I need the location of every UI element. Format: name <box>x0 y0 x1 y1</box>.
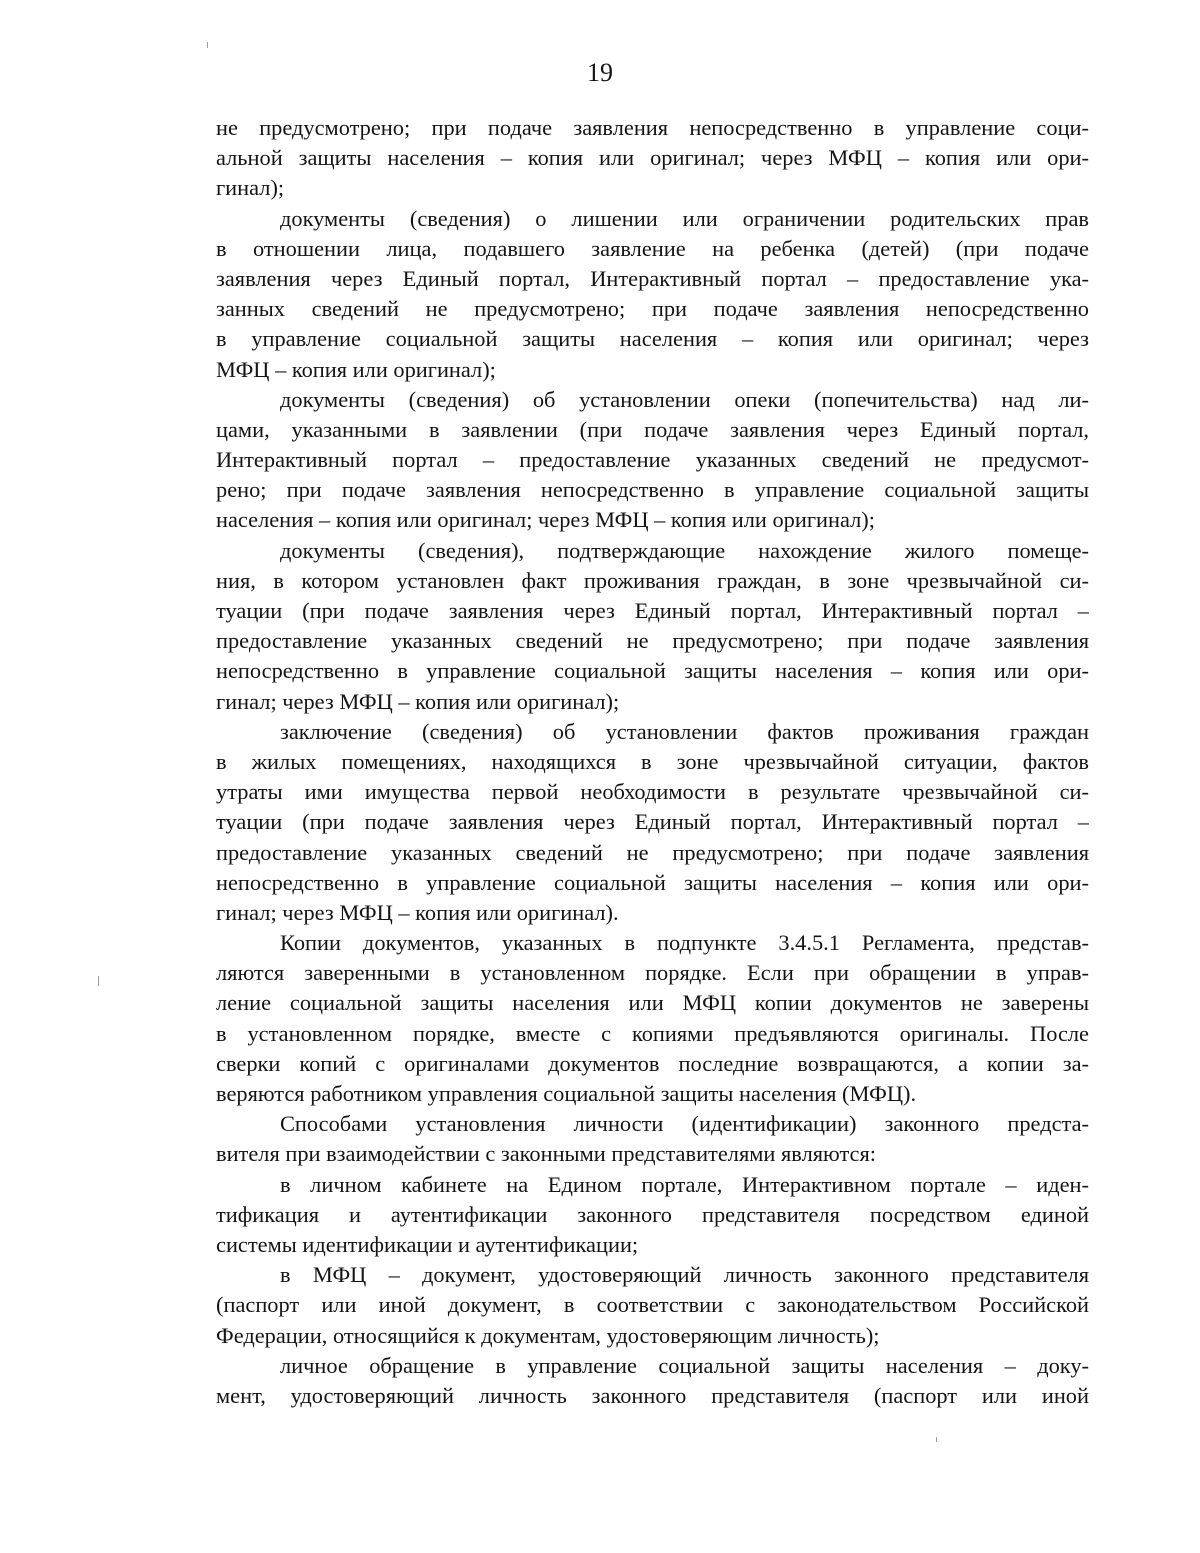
text-line: непосредственно в управление социальной защиты населения – копия или ори- <box>216 869 1089 895</box>
text-line: цами, указанными в заявлении (при подаче заявления через Единый портал, <box>216 416 1089 442</box>
text-line: ляются заверенными в установленном порядке. Если при обращении в управ- <box>216 960 1089 986</box>
text-line: веряются работником управления социальной защиты населения (МФЦ). <box>216 1081 917 1106</box>
text-line: занных сведений не предусмотрено; при подаче заявления непосредственно <box>216 296 1089 322</box>
text-line: МФЦ – копия или оригинал); <box>216 356 496 382</box>
text-line: гинал; через МФЦ – копия или оригинал); <box>216 688 620 714</box>
text-line: в личном кабинете на Едином портале, Интерактивном портале – иден- <box>280 1171 1089 1197</box>
text-line: тификация и аутентификации законного представителя посредством единой <box>216 1201 1089 1227</box>
text-line: (паспорт или иной документ, в соответствии с законодательством Российской <box>216 1292 1089 1318</box>
paragraph <box>216 1170 1089 1261</box>
text-line: заключение (сведения) об установлении фактов проживания граждан <box>280 718 1089 744</box>
text-line: вителя при взаимодействии с законными представителями являются: <box>216 1141 876 1167</box>
text-line: Копии документов, указанных в подпункте 3.4.5.1 Регламента, представ- <box>280 930 1089 956</box>
text-line: мент, удостоверяющий личность законного представителя (паспорт или иной <box>216 1382 1089 1408</box>
text-line: в отношении лица, подавшего заявление на ребенка (детей) (при подаче <box>216 235 1089 261</box>
text-line: в установленном порядке, вместе с копиями предъявляются оригиналы. После <box>216 1020 1089 1046</box>
text-line: документы (сведения), подтверждающие нахождение жилого помеще- <box>280 537 1089 563</box>
page-number: 19 <box>587 58 613 87</box>
text-line: личное обращение в управление социальной защиты населения – доку- <box>280 1352 1089 1378</box>
text-line: Федерации, относящийся к документам, удостоверяющим личность); <box>216 1322 880 1348</box>
scan-speck <box>98 976 99 986</box>
text-line: населения – копия или оригинал; через МФЦ – копия или оригинал); <box>216 507 875 533</box>
paragraph <box>216 1109 1089 1169</box>
text-line: гинал; через МФЦ – копия или оригинал). <box>216 899 619 925</box>
text-line: Способами установления личности (идентификации) законного предста- <box>280 1111 1089 1137</box>
text-line: документы (сведения) об установлении опеки (попечительства) над ли- <box>280 386 1089 412</box>
paragraph <box>216 928 1089 1109</box>
text-line: документы (сведения) о лишении или ограничении родительских прав <box>280 205 1089 231</box>
text-line: рено; при подаче заявления непосредственно в управление социальной защиты <box>216 477 1089 503</box>
paragraph <box>216 1260 1089 1351</box>
text-line: гинал); <box>216 175 285 201</box>
text-line: Интерактивный портал – предоставление указанных сведений не предусмот- <box>216 447 1089 473</box>
text-line: туации (при подаче заявления через Единый портал, Интерактивный портал – <box>216 598 1089 623</box>
text-line: в жилых помещениях, находящихся в зоне чрезвычайной ситуации, фактов <box>216 748 1089 774</box>
text-line: системы идентификации и аутентификации; <box>216 1231 639 1257</box>
paragraph <box>216 1351 1089 1411</box>
text-line: альной защиты населения – копия или оригинал; через МФЦ – копия или ори- <box>216 145 1089 171</box>
paragraph <box>216 717 1089 928</box>
text-line: в управление социальной защиты населения – копия или оригинал; через <box>216 326 1089 352</box>
text-line: в МФЦ – документ, удостоверяющий личность законного представителя <box>280 1262 1089 1288</box>
paragraph <box>216 113 1089 204</box>
scan-speck <box>936 1437 937 1442</box>
text-line: сверки копий с оригиналами документов последние возвращаются, а копии за- <box>216 1050 1089 1076</box>
text-line: туации (при подаче заявления через Единый портал, Интерактивный портал – <box>216 809 1089 835</box>
text-line: ление социальной защиты населения или МФЦ копии документов не заверены <box>216 990 1089 1016</box>
text-line: утраты ими имущества первой необходимости в результате чрезвычайной си- <box>216 779 1089 805</box>
document-body <box>216 113 1089 1411</box>
paragraph <box>216 204 1089 385</box>
paragraph <box>216 536 1089 717</box>
text-line: ния, в котором установлен факт проживания граждан, в зоне чрезвычайной си- <box>216 567 1089 593</box>
text-line: предоставление указанных сведений не предусмотрено; при подаче заявления <box>216 839 1089 865</box>
text-line: предоставление указанных сведений не предусмотрено; при подаче заявления <box>216 628 1089 654</box>
text-line: непосредственно в управление социальной защиты населения – копия или ори- <box>216 658 1089 684</box>
scan-speck <box>207 42 208 48</box>
paragraph <box>216 385 1089 536</box>
text-line: заявления через Единый портал, Интерактивный портал – предоставление ука- <box>216 265 1089 291</box>
text-line: не предусмотрено; при подаче заявления непосредственно в управление соци- <box>216 115 1089 140</box>
